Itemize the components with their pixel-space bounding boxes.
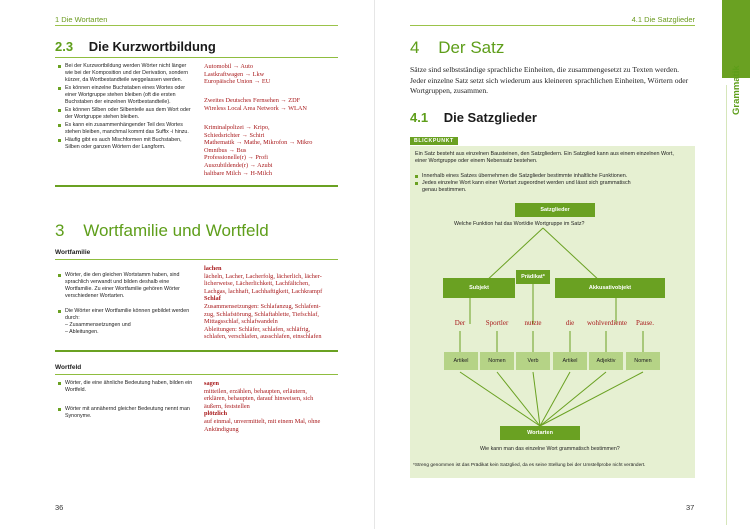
example-line: schlafen, verschlafen, ausschlafen, einschlafen xyxy=(204,333,322,341)
wortarten-label: Wortarten xyxy=(500,426,580,440)
example-line: äußern, feststellen xyxy=(204,402,250,410)
wordclass-box: Artikel xyxy=(444,352,478,370)
section-number: 2.3 xyxy=(55,39,74,54)
list-item: Wörter, die den gleichen Wortstamm haben, sind sprachlich verwandt und bilden deshalb eine Wortfamilie. Zu einer Wortfamilie gehören Wörter verschiedener Wortarten. xyxy=(58,272,193,300)
example-line: lächeln, Lacher, Lacherfolg, lächerlich, lächer- xyxy=(204,272,322,280)
sentence-word: nutzte xyxy=(524,319,542,327)
list-item: Wörter mit annähernd gleicher Bedeutung nennt man Synonyme. xyxy=(58,406,193,420)
list-item: Es können einzelne Buchstaben eines Wortes oder einer Wortgruppe stehen bleiben (oft die ersten Buchstaben der einzelnen Wortbestandteile). xyxy=(58,85,193,106)
list-item: Häufig gibt es auch Mischformen mit Buchstaben, Silben oder ganzen Wörtern der Langform. xyxy=(58,137,193,151)
paragraph-line: Sätze sind selbstständige sprachliche Einheiten, die zusammengesetzt zu Texten werden. xyxy=(410,65,680,74)
wordclass-box: Verb xyxy=(516,352,550,370)
list-item: genau bestimmen. xyxy=(422,187,467,193)
page-number-left: 36 xyxy=(55,503,64,512)
wordclass-box: Artikel xyxy=(553,352,587,370)
wordclass-box: Nomen xyxy=(626,352,660,370)
example-line: Omnibus → Bus xyxy=(204,146,247,154)
example-line: haltbare Milch → H-Milch xyxy=(204,169,273,177)
list-item: Innerhalb eines Satzes übernehmen die Satzglieder bestimmte inhaltliche Funktionen. xyxy=(415,173,685,180)
list-item: Es kann ein zusammenhängender Teil des Wortes stehen bleiben, manchmal kommt das Suffix -i hinzu. xyxy=(58,122,193,136)
example-line: plötzlich xyxy=(204,410,228,418)
section-number: 4 xyxy=(410,38,420,57)
example-line: Ableitungen: Schläfer, schlafen, schläfrig, xyxy=(204,325,311,333)
section-heading: Die Kurzwortbildung xyxy=(88,39,216,54)
section-heading: Wortfamilie und Wortfeld xyxy=(83,221,269,240)
running-head-num: 4.1 xyxy=(631,15,643,24)
example-line: Mathematik → Mathe, Mikrofon → Mikro xyxy=(204,139,313,147)
box-praedikat: Prädikat* xyxy=(516,270,550,284)
sentence-word: Sportler xyxy=(485,319,509,327)
example-line: zug, Schlafstörung, Schlaftablette, Tiefschlaf, xyxy=(204,310,319,318)
subheading-wortfamilie: Wortfamilie xyxy=(55,249,91,256)
wordclass-box: Adjektiv xyxy=(589,352,623,370)
question-function: Welche Funktion hat das Wort/die Wortgruppe im Satz? xyxy=(454,221,585,227)
example-line: Ankündigung xyxy=(204,425,239,433)
example-line: Automobil → Auto xyxy=(204,63,253,70)
example-line: Lastkraftwagen → Lkw xyxy=(204,70,265,78)
example-line: Kriminalpolizei → Kripo, xyxy=(204,124,270,131)
example-line: Europäische Union → EU xyxy=(204,78,271,86)
paragraph-line: Wortgruppen, zusammen. xyxy=(410,86,489,95)
list-item: Jedes einzelne Wort kann einer Wortart zugeordnet werden und lässt sich grammatisch xyxy=(415,180,685,187)
section-heading: Die Satzglieder xyxy=(443,110,537,125)
example-line: lachen xyxy=(204,265,222,272)
running-head-title: Die Satzglieder xyxy=(644,15,695,24)
example-line: Mittagsschlaf, schlafwandeln xyxy=(204,318,278,326)
example-line: mitteilen, erzählen, behaupten, erläutern, xyxy=(204,387,307,395)
example-line: licherweise, Lächerlichkeit, Lachfältchen, xyxy=(204,280,310,288)
example-line: Zusammensetzungen: Schlafanzug, Schlafent- xyxy=(204,302,321,310)
list-item: Die Wörter einer Wortfamilie können gebildet werden durch: – Zusammensetzungen und – Ableitungen. xyxy=(58,308,193,336)
example-line: Zweites Deutsches Fernsehen → ZDF xyxy=(204,97,301,104)
subheading-wortfeld: Wortfeld xyxy=(55,364,82,371)
example-line: Schiedsrichter → Schiri xyxy=(204,131,265,139)
example-line: sagen xyxy=(204,380,220,387)
example-line: Schlaf xyxy=(204,295,221,303)
footnote: *Streng genommen ist das Prädikat kein Satzglied, da es seine Stellung bei der Umstellprobe nicht verändert. xyxy=(413,463,646,468)
example-line: Wireless Local Area Network → WLAN xyxy=(204,104,307,112)
sentence-word: die xyxy=(565,319,575,327)
section-number: 4.1 xyxy=(410,110,429,125)
running-head-num: 1 xyxy=(55,15,60,24)
blick-line: einer Wortgruppe oder einem Nebensatz bestehen. xyxy=(415,158,538,165)
example-line: erklären, behaupten, darauf hinweisen, sich xyxy=(204,395,314,403)
paragraph-line: Jeder einzelne Satz setzt sich wiederum aus kleineren sprachlichen Einheiten, Wörtern oder xyxy=(410,75,689,85)
box-subjekt: Subjekt xyxy=(443,278,515,298)
page-number-right: 37 xyxy=(686,503,695,512)
sentence-word: wohlverdiente xyxy=(586,319,628,327)
list-item: Es können Silben oder Silbenteile aus dem Wort oder der Wortgruppe stehen bleiben. xyxy=(58,107,193,121)
section-number: 3 xyxy=(55,221,65,240)
running-head-title: Die Wortarten xyxy=(61,15,108,24)
question-grammar: Wie kann man das einzelne Wort grammatisch bestimmen? xyxy=(480,446,620,452)
list-item: Bei der Kurzwortbildung werden Wörter nicht länger wie bei der Komposition und der Derivation, sondern kürzer, da Wortbestandteile weggelassen werden. xyxy=(58,63,193,84)
example-line: Professionelle(r) → Profi xyxy=(204,154,269,162)
blickpunkt-tag: BLICKPUNKT xyxy=(410,137,458,145)
box-akkusativobjekt: Akkusativobjekt xyxy=(555,278,665,298)
section-heading: Der Satz xyxy=(438,38,505,57)
sentence-word: Der xyxy=(454,319,466,327)
example-line: auf einmal, unvermittelt, mit einem Mal, ohne xyxy=(204,417,321,425)
sentence-word: Pause. xyxy=(635,319,655,327)
list-item: Wörter, die eine ähnliche Bedeutung haben, bilden ein Wortfeld. xyxy=(58,380,193,394)
blick-line: Ein Satz besteht aus einzelnen Bausteinen, den Satzgliedern. Ein Satzglied kann aus einem einzelnen Wort, xyxy=(415,151,674,157)
example-line: Lachgas, lachhaft, Lachhaftigkeit, Lachkrampf xyxy=(204,287,323,295)
sidebar-label-grammatik: Grammatik xyxy=(731,65,742,115)
satzglieder-label: Satzglieder xyxy=(515,203,595,217)
example-line: Auszubildende(r) → Azubi xyxy=(204,161,273,169)
wordclass-box: Nomen xyxy=(480,352,514,370)
